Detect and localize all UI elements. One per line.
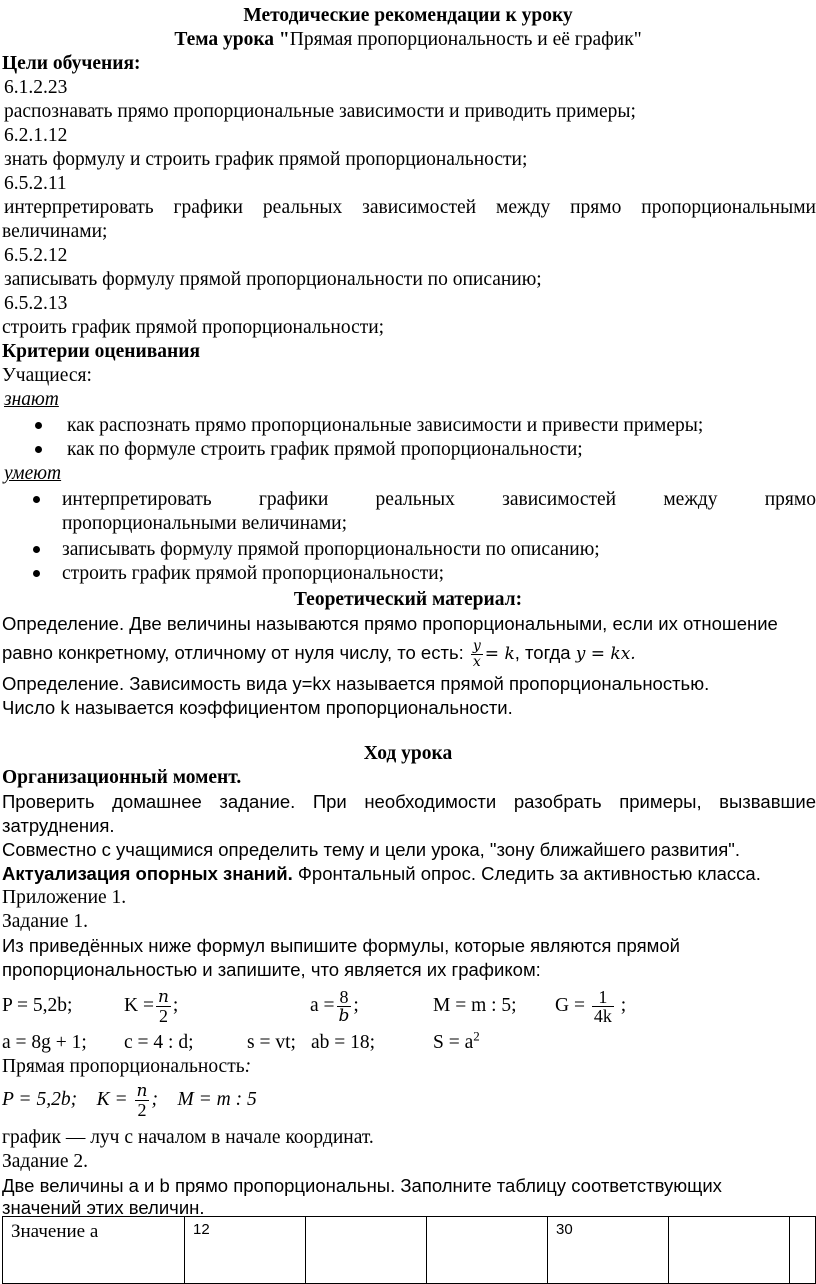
org-text-cont: затруднения. [2, 815, 115, 836]
appendix-label: Приложение 1. [2, 887, 127, 908]
answer-label-text: Прямая пропорциональность [2, 1056, 245, 1077]
can-item: строить график прямой пропорциональности; [62, 563, 445, 584]
goal-code: 6.5.2.11 [4, 173, 67, 194]
formula-S [433, 1028, 480, 1055]
act-text: Фронтальный опрос. Следить за активностью класса. [297, 863, 761, 884]
table-cell: 12 [185, 1217, 306, 1284]
formula-s: s = vt; [247, 1032, 296, 1053]
criteria-heading: Критерии оценивания [2, 341, 201, 362]
can-item-cont: пропорциональными величинами; [62, 513, 348, 534]
formula-m: M = m : 5; [433, 995, 517, 1016]
goal-code: 6.5.2.13 [4, 293, 68, 314]
lesson-topic [0, 28, 816, 52]
org-text-2: Совместно с учащимися определить тему и цели урока, "зону ближайшего развития". [2, 839, 740, 860]
students-label: Учащиеся: [2, 365, 92, 386]
task1-label: Задание 1. [2, 911, 89, 932]
fraction-denominator: 4k [593, 1006, 612, 1027]
goal-code: 6.1.2.23 [4, 77, 68, 98]
goal-text: записывать формулу прямой пропорциональности по описанию; [4, 269, 542, 290]
fraction-denominator: 2 [137, 1100, 147, 1121]
fraction-denominator: 2 [158, 1006, 168, 1027]
then-text: , тогда [514, 642, 571, 663]
table-cell [427, 1217, 548, 1284]
definition-1-text: равно конкретному, отличному от нуля числу, то есть: [2, 642, 464, 663]
table-row [3, 1217, 816, 1284]
semicolon: ; [151, 1089, 158, 1110]
goal-code: 6.2.1.12 [4, 125, 68, 146]
goal-text: распознавать прямо пропорциональные зависимости и приводить примеры; [4, 101, 636, 122]
graph-text: график — луч с началом в начале координат. [2, 1127, 374, 1148]
can-label: умеют [4, 463, 62, 484]
lesson-heading: Ход урока [363, 743, 453, 764]
formula-S-exponent: 2 [473, 1028, 480, 1044]
fraction-numerator: n [157, 987, 169, 1008]
fraction-numerator: 8 [337, 988, 352, 1007]
fraction-numerator: y [472, 637, 481, 654]
formula-a-lhs: a = [310, 995, 335, 1016]
theory-heading: Теоретический материал: [293, 589, 523, 610]
semicolon: ; [353, 995, 359, 1016]
goal-code: 6.5.2.12 [4, 245, 68, 266]
topic-label: Тема урока " [174, 29, 290, 50]
formula-k-fraction [156, 988, 171, 1025]
formula-c: c = 4 : d; [124, 1032, 194, 1053]
definition-2: Определение. Зависимость вида y=kx называется прямой пропорциональностью. [2, 673, 710, 694]
goal-text: знать формулу и строить график прямой пропорциональности; [4, 149, 528, 170]
actualization [2, 862, 761, 886]
answer-k-fraction [135, 1082, 150, 1119]
org-text: Проверить домашнее задание. При необходимости разобрать примеры, вызвавшие [2, 791, 816, 812]
goals-heading: Цели обучения: [2, 53, 141, 74]
task2-label: Задание 2. [2, 1151, 89, 1172]
formula-a [310, 982, 359, 1030]
formula-k-lhs: K = [124, 995, 154, 1016]
formula-a2: a = 8g + 1; [2, 1032, 87, 1053]
can-item: интерпретировать графики реальных зависимостей между прямо [62, 489, 816, 510]
table-row-label: Значение a [3, 1217, 185, 1284]
know-label: знают [4, 389, 59, 410]
fraction-denominator: x [472, 653, 481, 670]
topic-text: Прямая пропорциональность и её график" [289, 29, 642, 50]
fraction-numerator: n [136, 1081, 148, 1102]
answer-p: P = 5,2b; [2, 1089, 78, 1110]
bullet-icon [35, 446, 42, 453]
ratio-fraction [471, 639, 483, 670]
bullet-icon [35, 422, 42, 429]
goal-text: строить график прямой пропорциональности; [2, 317, 385, 338]
table-cell [669, 1217, 790, 1284]
task1-text: Из приведённых ниже формул выпишите формулы, которые являются прямой [2, 935, 680, 956]
formula-p: P = 5,2b; [2, 995, 73, 1016]
answer-colon: : [244, 1056, 252, 1077]
bullet-icon [33, 570, 40, 577]
task1-text-cont: пропорциональностью и запишите, что является их графиком: [2, 959, 541, 980]
act-heading: Актуализация опорных знаний. [2, 863, 293, 884]
org-heading: Организационный момент. [2, 767, 242, 788]
know-item: как по формуле строить график прямой пропорциональности; [67, 439, 583, 460]
task2-text-cont: значений этих величин. [2, 1197, 205, 1218]
table-cell [306, 1217, 427, 1284]
formula-ykx: y = kx. [575, 644, 636, 664]
formula-S-base: S = a [433, 1032, 474, 1053]
task2-text: Две величины a и b прямо пропорциональны. Заполните таблицу соответствующих [2, 1175, 722, 1196]
ratio-equals: = k [484, 644, 515, 664]
formula-g-lhs: G = [555, 995, 585, 1016]
formula-g-fraction [592, 988, 614, 1025]
formula-k [124, 982, 178, 1030]
bullet-icon [33, 496, 40, 503]
definition-1: Определение. Две величины называются прямо пропорциональными, если их отношение [2, 613, 778, 634]
goal-text: интерпретировать графики реальных зависимостей между прямо пропорциональными [4, 197, 816, 218]
know-item: как распознать прямо пропорциональные зависимости и привести примеры; [67, 415, 704, 436]
formula-a-fraction [337, 988, 352, 1025]
semicolon: ; [172, 995, 179, 1016]
definition-3: Число k называется коэффициентом пропорциональности. [2, 697, 513, 718]
can-item: записывать формулу прямой пропорциональности по описанию; [62, 539, 600, 560]
answer-k-lhs: K = [96, 1089, 128, 1110]
doc-title: Методические рекомендации к уроку [243, 5, 573, 26]
formula-g [555, 982, 626, 1030]
bullet-icon [33, 546, 40, 553]
answer-formulas [2, 1076, 257, 1124]
semicolon: ; [620, 995, 627, 1016]
fraction-numerator: 1 [592, 988, 614, 1007]
table-cell [790, 1217, 816, 1284]
table-cell: 30 [548, 1217, 669, 1284]
definition-1-cont [2, 636, 636, 670]
values-table [2, 1216, 816, 1284]
fraction-denominator: b [338, 1006, 350, 1027]
answer-m: M = m : 5 [177, 1089, 257, 1110]
formula-ab: ab = 18; [311, 1032, 376, 1053]
goal-text-cont: величинами; [2, 221, 108, 242]
